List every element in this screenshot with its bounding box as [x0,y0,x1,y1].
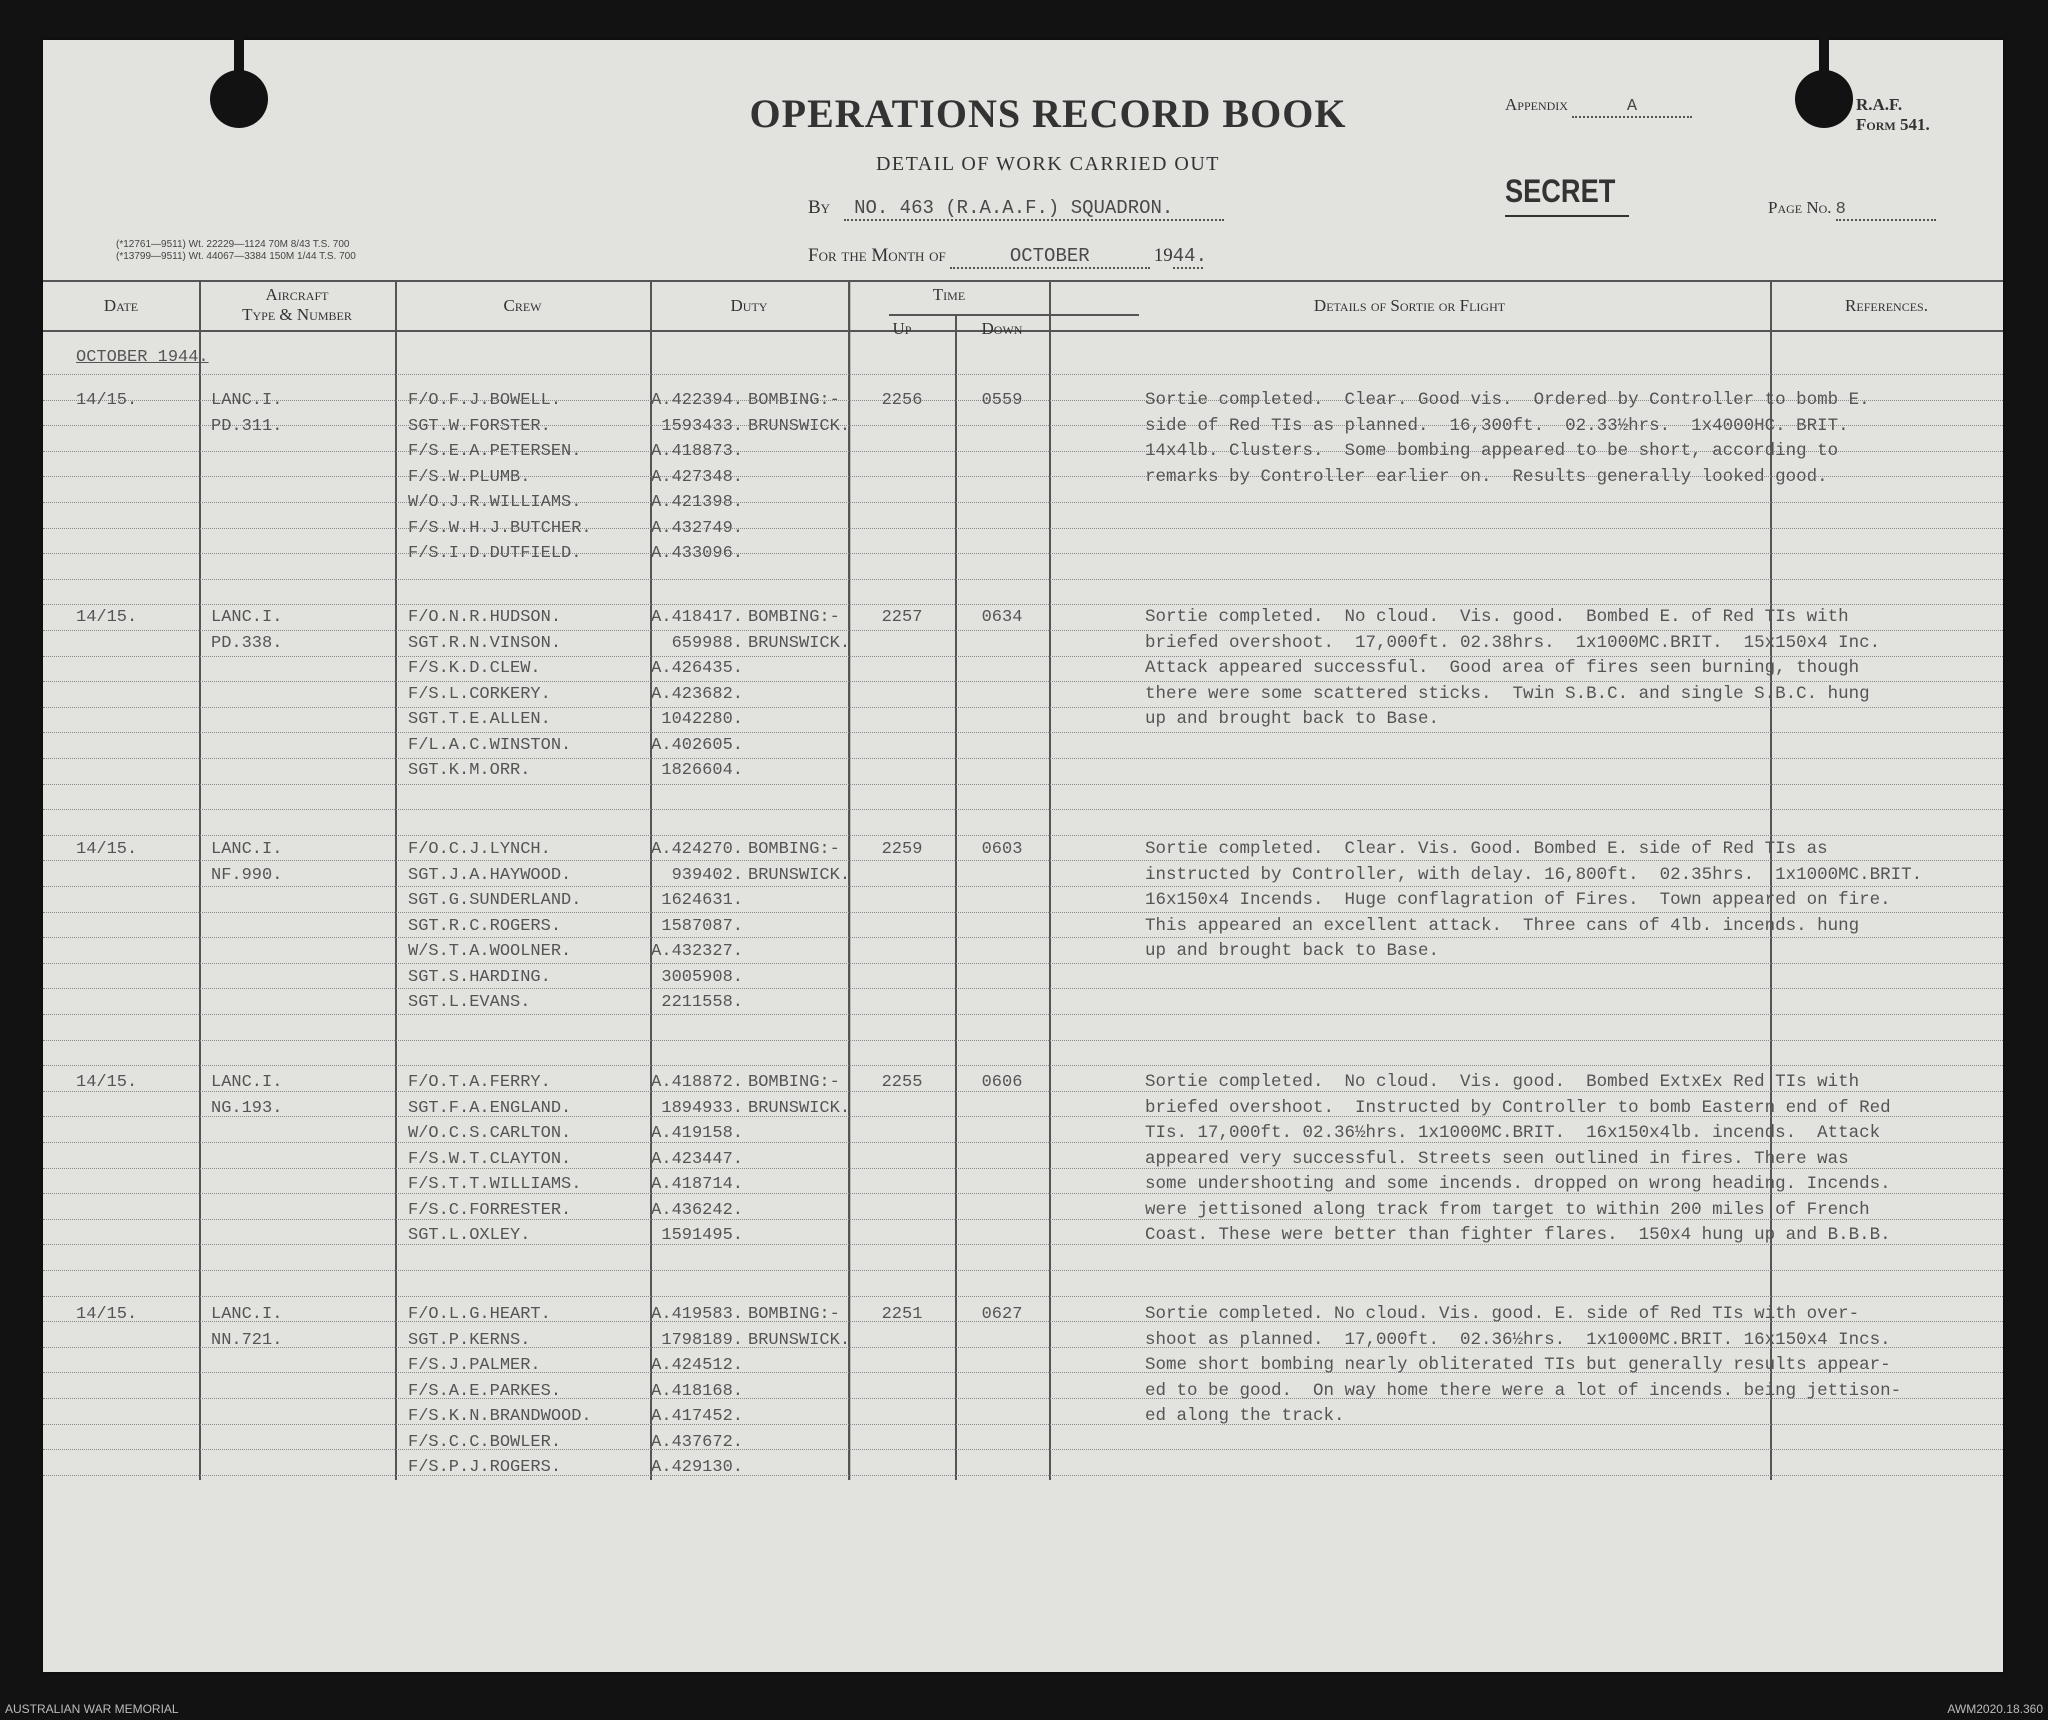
crew-number: A.417452. [651,1407,743,1426]
crew-name: F/O.T.A.FERRY. [408,1073,551,1092]
ruled-line [43,758,2003,759]
crew-name: F/O.L.G.HEART. [408,1305,551,1324]
sortie-date: 14/15. [76,1073,138,1092]
detail-line: Sortie completed. No cloud. Vis. good. Bombed ExtxEx Red TIs with [1145,1072,1860,1092]
aircraft-type: LANC.I. [211,391,283,410]
crew-name: SGT.F.A.ENGLAND. [408,1098,572,1118]
crew-number: A.418168. [651,1381,743,1401]
duty-text: BRUNSWICK. [748,1098,851,1118]
detail-line: 16x150x4 Incends. Huge conflagration of Fires. Town appeared on fire. [1145,890,1891,910]
page-number-field: 8 [1836,200,1936,221]
appendix-field: A [1572,97,1692,118]
detail-line: Sortie completed. No cloud. Vis. good. Bombed E. of Red TIs with [1145,607,1849,627]
month-field: OCTOBER [950,245,1150,269]
page-label: Page No. [1768,198,1832,217]
time-up: 2257 [881,608,923,627]
crew-name: F/S.J.PALMER. [408,1356,541,1375]
crew-name: SGT.K.M.ORR. [408,761,531,780]
header-date: Date [103,296,139,315]
form-title: OPERATIONS RECORD BOOK [749,91,1347,136]
appendix-label: Appendix [1505,95,1568,114]
crew-name: F/O.N.R.HUDSON. [408,608,562,627]
ruled-line [43,1270,2003,1271]
crew-number: A.433096. [651,544,743,563]
detail-line: appeared very successful. Streets seen outlined in fires. There was [1145,1148,1849,1169]
crew-name: SGT.G.SUNDERLAND. [408,891,582,910]
page-number-line [1768,198,1936,221]
detail-line: ed to be good. On way home there were a lot of incends. being jettison- [1145,1380,1902,1401]
crew-name: F/S.C.C.BOWLER. [408,1432,562,1452]
crew-number: A.418872. [651,1073,743,1092]
crew-number: 1042280. [661,710,743,729]
table-top-border [43,280,2003,282]
crew-number: 939402. [671,865,743,885]
aircraft-number: NF.990. [211,865,283,885]
header-up: Up [892,319,912,338]
crew-name: SGT.R.C.ROGERS. [408,916,562,936]
crew-name: SGT.L.OXLEY. [408,1226,531,1245]
ruled-line [43,579,2003,580]
aircraft-number: PD.338. [211,633,283,653]
aircraft-number: NG.193. [211,1098,283,1118]
ruled-line [43,1449,2003,1450]
crew-number: 1894933. [661,1098,743,1118]
crew-name: F/S.E.A.PETERSEN. [408,442,582,461]
year-prefix: 19 [1153,245,1173,266]
appendix-line [1505,95,1692,118]
month-heading: OCTOBER 1944. [76,348,209,367]
time-up: 2251 [881,1305,923,1324]
crew-name: F/S.L.CORKERY. [408,684,551,704]
crew-number: A.426435. [651,659,743,678]
crew-number: A.422394. [651,391,743,410]
crew-number: A.423447. [651,1149,743,1169]
crew-name: F/S.A.E.PARKES. [408,1381,562,1401]
by-label: By [808,197,831,218]
sortie-date: 14/15. [76,840,138,859]
ruled-line [43,988,2003,989]
crew-number: A.436242. [651,1200,743,1220]
detail-line: up and brought back to Base. [1145,709,1440,729]
crew-name: W/O.J.R.WILLIAMS. [408,493,582,512]
header-duty: Duty [730,296,768,315]
time-down: 0627 [981,1305,1023,1324]
crew-number: A.437672. [651,1432,743,1452]
crew-name: F/S.W.T.CLAYTON. [408,1149,572,1169]
ruled-line [43,553,2003,554]
crew-name: F/S.I.D.DUTFIELD. [408,544,582,563]
detail-line: TIs. 17,000ft. 02.36½hrs. 1x1000MC.BRIT. 16x150x4lb. incends. Attack [1145,1123,1881,1143]
ruled-line [43,1014,2003,1015]
form-id-number: Form 541. [1856,115,1930,134]
time-up: 2255 [881,1073,923,1092]
sortie-date: 14/15. [76,391,138,410]
crew-number: A.419583. [651,1305,743,1324]
aircraft-type: LANC.I. [211,1073,283,1092]
form-id [1856,95,1930,135]
classification-underline [1505,215,1629,217]
header-aircraft-line1: Aircraft [265,285,329,304]
detail-line: Some short bombing nearly obliterated TIs but generally results appear- [1145,1355,1891,1375]
duty-text: BOMBING:- [748,840,840,859]
detail-line: briefed overshoot. Instructed by Controller to bomb Eastern end of Red [1145,1097,1891,1118]
crew-number: 1798189. [661,1330,743,1350]
crew-name: W/S.T.A.WOOLNER. [408,942,572,961]
crew-number: A.418714. [651,1175,743,1194]
classification-stamp: SECRET [1505,173,1616,209]
time-down: 0634 [981,608,1023,627]
crew-name: SGT.R.N.VINSON. [408,633,562,653]
aircraft-type: LANC.I. [211,1305,283,1324]
crew-name: F/L.A.C.WINSTON. [408,735,572,755]
detail-line: remarks by Controller earlier on. Results generally looked good. [1145,466,1828,487]
detail-line: side of Red TIs as planned. 16,300ft. 02.33½hrs. 1x4000HC. BRIT. [1145,415,1849,436]
crew-name: F/S.C.FORRESTER. [408,1200,572,1220]
detail-line: briefed overshoot. 17,000ft. 02.38hrs. 1x1000MC.BRIT. 15x150x4 Inc. [1145,632,1881,653]
ruled-line [43,1424,2003,1425]
header-details: Details of Sortie or Flight [1313,296,1506,315]
time-up: 2259 [881,840,923,859]
detail-line: Sortie completed. No cloud. Vis. good. E. side of Red TIs with over- [1145,1304,1860,1324]
crew-number: 3005908. [661,967,743,987]
detail-line: instructed by Controller, with delay. 16,800ft. 02.35hrs. 1x1000MC.BRIT. [1145,864,1923,885]
crew-name: SGT.J.A.HAYWOOD. [408,865,572,885]
aircraft-number: PD.311. [211,416,283,436]
crew-name: F/S.W.H.J.BUTCHER. [408,518,592,538]
header-aircraft-line2: Type & Number [242,305,352,324]
crew-name: SGT.S.HARDING. [408,967,551,987]
sortie-date: 14/15. [76,608,138,627]
time-up: 2256 [881,391,923,410]
aircraft-type: LANC.I. [211,840,283,859]
duty-text: BOMBING:- [748,608,840,627]
ruled-line [43,835,2003,836]
detail-line: Sortie completed. Clear. Vis. Good. Bombed E. side of Red TIs as [1145,839,1828,859]
detail-line: shoot as planned. 17,000ft. 02.36½hrs. 1x1000MC.BRIT. 16x150x4 Incs. [1145,1329,1891,1350]
duty-text: BRUNSWICK. [748,865,851,885]
ruled-line [43,374,2003,375]
crew-number: A.424270. [651,840,743,859]
print-codes [116,239,356,263]
crew-number: A.418417. [651,608,743,627]
aircraft-type: LANC.I. [211,608,283,627]
time-down: 0603 [981,840,1023,859]
crew-name: F/S.T.T.WILLIAMS. [408,1175,582,1194]
ruled-line [43,1065,2003,1066]
form-subtitle: DETAIL OF WORK CARRIED OUT [875,153,1221,175]
crew-number: A.423682. [651,684,743,704]
form-id-raf: R.A.F. [1856,95,1903,114]
ruled-line [43,732,2003,733]
crew-number: A.421398. [651,493,743,512]
ruled-line [43,784,2003,785]
ruled-line [43,1475,2003,1476]
ruled-line [43,502,2003,503]
detail-line: Sortie completed. Clear. Good vis. Ordered by Controller to bomb E. [1145,390,1870,410]
duty-text: BRUNSWICK. [748,633,851,653]
crew-number: A.432749. [651,518,743,538]
crew-name: F/S.W.PLUMB. [408,467,531,487]
crew-number: 1826604. [661,761,743,780]
detail-line: 14x4lb. Clusters. Some bombing appeared to be short, according to [1145,441,1839,461]
duty-text: BOMBING:- [748,1073,840,1092]
form-sheet [43,40,2003,1672]
squadron-line [808,197,1224,221]
detail-line: Attack appeared successful. Good area of fires seen burning, though [1145,658,1860,678]
crew-name: SGT.P.KERNS. [408,1330,531,1350]
crew-name: W/O.C.S.CARLTON. [408,1124,572,1143]
duty-text: BOMBING:- [748,1305,840,1324]
ruled-line [43,528,2003,529]
detail-line: there were some scattered sticks. Twin S.B.C. and single S.B.C. hung [1145,683,1870,704]
ruled-line [43,963,2003,964]
print-code-1: (*12761—9511) Wt. 22229—1124 70M 8/43 T.S. 700 [116,239,350,250]
header-time: Time [932,285,966,304]
ruled-line [43,809,2003,810]
crew-name: F/O.C.J.LYNCH. [408,840,551,859]
year-field: 44. [1172,245,1207,267]
squadron-field: NO. 463 (R.A.A.F.) SQUADRON. [844,197,1224,221]
month-label: For the Month of [808,245,946,266]
crew-number: A.418873. [651,442,743,461]
header-aircraft [199,285,395,325]
crew-number: 2211558. [661,993,743,1012]
detail-line: were jettisoned along track from target to within 200 miles of French [1145,1199,1870,1220]
time-down: 0606 [981,1073,1023,1092]
col-divider-aircraft [395,280,397,1480]
crew-name: SGT.T.E.ALLEN. [408,710,551,729]
duty-text: BOMBING:- [748,391,840,410]
header-down: Down [981,319,1023,338]
crew-number: A.427348. [651,467,743,487]
crew-name: F/S.K.N.BRANDWOOD. [408,1407,592,1426]
crew-name: SGT.W.FORSTER. [408,416,551,436]
header-references: References. [1845,296,1928,315]
time-down: 0559 [981,391,1023,410]
crew-name: F/O.F.J.BOWELL. [408,391,562,410]
crew-number: 659988. [671,633,743,653]
aircraft-number: NN.721. [211,1330,283,1350]
crew-name: F/S.P.J.ROGERS. [408,1458,562,1477]
print-code-2: (*13799—9511) Wt. 44067—3384 150M 1/44 T.S. 700 [116,251,356,262]
detail-line: This appeared an excellent attack. Three cans of 4lb. incends. hung [1145,915,1860,936]
detail-line: some undershooting and some incends. dropped on wrong heading. Incends. [1145,1174,1891,1194]
duty-text: BRUNSWICK. [748,1330,851,1350]
crew-number: A.402605. [651,735,743,755]
crew-number: A.432327. [651,942,743,961]
crew-number: 1593433. [661,416,743,436]
col-divider-time [1049,280,1051,1480]
sortie-date: 14/15. [76,1305,138,1324]
footer-archive: AUSTRALIAN WAR MEMORIAL [5,1702,179,1716]
header-crew: Crew [503,296,542,315]
duty-text: BRUNSWICK. [748,416,851,436]
col-divider-date [199,280,201,1480]
detail-line: ed along the track. [1145,1406,1345,1426]
ruled-line [43,1296,2003,1297]
month-line [808,245,1207,269]
crew-name: F/S.K.D.CLEW. [408,659,541,678]
crew-name: SGT.L.EVANS. [408,993,531,1012]
crew-number: A.429130. [651,1458,743,1477]
detail-line: up and brought back to Base. [1145,941,1440,961]
detail-line: Coast. These were better than fighter flares. 150x4 hung up and B.B.B. [1145,1225,1891,1245]
ruled-line [43,1040,2003,1041]
crew-number: A.419158. [651,1124,743,1143]
crew-number: A.424512. [651,1356,743,1375]
footer-reference: AWM2020.18.360 [1947,1702,2043,1716]
crew-number: 1591495. [661,1226,743,1245]
crew-number: 1624631. [661,891,743,910]
crew-number: 1587087. [661,916,743,936]
